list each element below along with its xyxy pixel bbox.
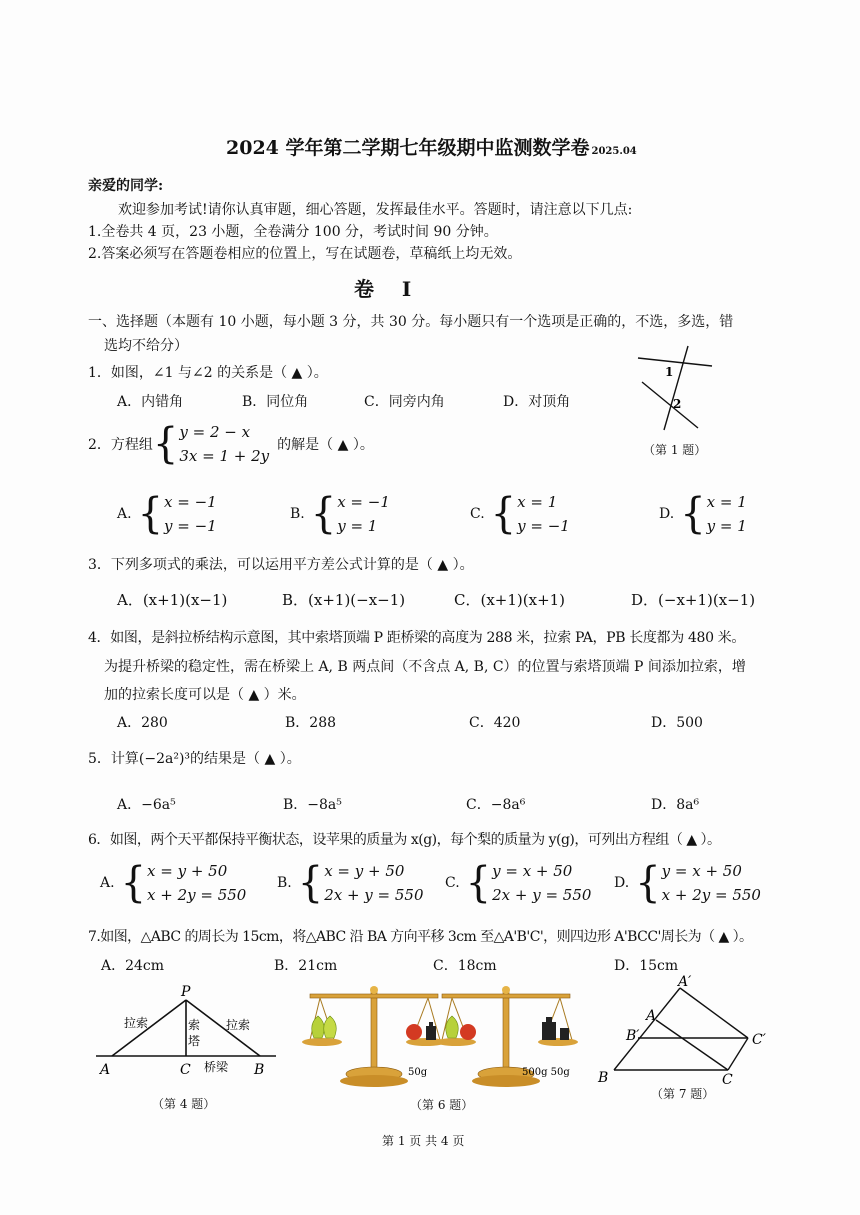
fig1-line-top [638,358,712,366]
fig4-label-c: C [180,1062,191,1078]
q2-option-d[interactable] [659,490,747,538]
q4-line-1: 4．如图，是斜拉桥结构示意图，其中索塔顶端 P 距桥梁的高度为 288 米，拉索 PA，PB 长度都为 480 米。 [88,630,746,646]
brace: { [137,489,164,539]
q6-option-a-label: A. [100,875,115,891]
q4-option-c[interactable]: C．420 [469,715,521,731]
q3-stem: 3．下列多项式的乘法，可以运用平方差公式计算的是（ ▲ ）。 [88,557,474,573]
q5-option-c[interactable]: C．−8a⁶ [466,797,526,813]
q2-option-a[interactable] [117,490,217,538]
fig7-caption: （第 7 题） [651,1087,715,1101]
figure-q6 [300,982,580,1092]
q2-option-b[interactable] [290,490,390,538]
intro-line-1: 欢迎参加考试!请你认真审题，细心答题，发挥最佳水平。答题时，请注意以下几点: [118,202,633,218]
q4-line-3: 加的拉索长度可以是（ ▲ ）米。 [104,687,306,703]
fig4-caption: （第 4 题） [152,1097,216,1111]
figure-q7 [592,974,782,1086]
fig1-caption: （第 1 题） [643,443,707,457]
q1-option-b[interactable]: B．同位角 [242,394,309,410]
figure-q4 [92,982,292,1082]
fig4-label-p: P [181,984,191,1000]
q2-b-line1: x = −1 [337,493,390,511]
weight-icon [426,1026,436,1040]
q6-d-line2: x + 2y = 550 [661,886,761,904]
q2-c-line2: y = −1 [517,517,570,535]
q2-d-line1: x = 1 [706,493,747,511]
q2-c-line1: x = 1 [517,493,558,511]
brace: { [635,858,661,908]
section-heading-1: 一、选择题（本题有 10 小题，每小题 3 分，共 30 分。每小题只有一个选项是正确的，不选，多选，错 [88,314,734,330]
fig7-label-c: C [722,1072,733,1086]
section-title: 卷 Ⅰ [354,277,412,301]
brace: { [120,858,147,908]
q7-option-a[interactable]: A．24cm [101,958,165,974]
q7-option-d[interactable]: D．15cm [614,958,679,974]
q6-b-line2: 2x + y = 550 [324,886,424,904]
apple-icon [406,1024,422,1040]
q3-option-b[interactable]: B．(x+1)(−x−1) [282,591,406,609]
section-heading-2: 选均不给分） [104,338,188,354]
fig4-label-a: A [100,1062,111,1078]
q6-option-b-label: B. [277,875,292,891]
q6-option-d-label: D. [614,875,630,891]
brace: { [490,489,517,539]
fig7-label-c1: C′ [752,1032,766,1048]
q6-option-b[interactable] [277,859,424,907]
brace: { [297,858,324,908]
intro-line-3: 2.答案必须写在答题卷相应的位置上，写在试题卷，草稿纸上均无效。 [88,246,522,262]
q2-option-b-label: B. [290,506,305,522]
q4-option-d[interactable]: D．500 [651,715,703,731]
weight-icon [542,1022,556,1040]
q6-stem: 6．如图，两个天平都保持平衡状态，设苹果的质量为 x(g)，每个梨的质量为 y(g)，可列出方程组（ ▲ ）。 [88,832,721,848]
q1-stem: 1．如图，∠1 与∠2 的关系是（ ▲ ）。 [88,365,328,381]
q3-option-c[interactable]: C．(x+1)(x+1) [454,591,566,609]
apple-icon [460,1024,476,1040]
q6-option-c[interactable] [445,859,591,907]
q5-option-d[interactable]: D．8a⁶ [651,797,700,813]
fig4-cable-right-label: 拉索 [226,1018,251,1032]
q6-option-d[interactable] [614,859,761,907]
fig1-line-diag [642,382,698,428]
q3-option-d[interactable]: D．(−x+1)(x−1) [631,591,756,609]
q6-d-line1: y = x + 50 [661,862,742,880]
q7-option-c[interactable]: C．18cm [433,958,497,974]
q7-stem: 7.如图，△ABC 的周长为 15cm，将△ABC 沿 BA 方向平移 3cm 至△A'B'C'，则四边形 A'BCC'周长为（ ▲ ）。 [88,929,753,945]
q6-a-line1: x = y + 50 [147,862,228,880]
page-number: 第 1 页 共 4 页 [382,1134,465,1148]
q6-c-line1: y = x + 50 [492,862,573,880]
fig7-label-a1: A′ [678,974,692,990]
fig6-left-weight: 50g [408,1067,428,1078]
q2-b-line2: y = 1 [337,517,378,535]
fig4-cable-left-label: 拉索 [124,1016,149,1030]
q2-a-line1: x = −1 [164,493,217,511]
q5-option-b[interactable]: B．−8a⁵ [283,797,342,813]
fig4-label-b: B [254,1062,265,1078]
exam-title [226,133,637,160]
fig7-line-a1c1 [680,988,748,1038]
brace: { [680,489,706,539]
q2-option-d-label: D. [659,506,675,522]
q7-option-b[interactable]: B．21cm [274,958,338,974]
intro-line-2: 1.全卷共 4 页，23 小题，全卷满分 100 分，考试时间 90 分钟。 [88,224,498,240]
q6-b-line1: x = y + 50 [324,862,405,880]
q4-line-2: 为提升桥梁的稳定性，需在桥梁上 A, B 两点间（不含点 A, B, C）的位置与索塔顶端 P 间添加拉索，增 [104,659,746,675]
fig7-label-b: B [598,1070,609,1086]
fig6-caption: （第 6 题） [410,1098,474,1112]
q5-option-a[interactable]: A．−6a⁵ [117,797,176,813]
q2-a-line2: y = −1 [164,517,217,535]
fig4-bridge-label: 桥梁 [204,1060,229,1074]
q2-suffix: 的解是（ ▲ ）。 [277,437,374,453]
q2-prefix: 2．方程组 [88,437,153,453]
brace: { [310,489,337,539]
fig7-line-ac [656,1020,728,1070]
exam-title-text: 2024 学年第二学期七年级期中监测数学卷 [226,137,590,159]
q3-option-a[interactable]: A．(x+1)(x−1) [117,591,228,609]
q4-option-b[interactable]: B．288 [285,715,337,731]
fig1-angle-2: 2 [673,397,682,411]
q4-option-a[interactable]: A．280 [117,715,168,731]
fig7-line-cc1 [728,1038,748,1070]
q2-eq1: y = 2 − x [179,423,251,441]
fig1-angle-1: 1 [665,365,674,379]
fig4-tower-label-2: 塔 [188,1034,201,1048]
q2-option-c-label: C. [470,506,485,522]
q2-eq2: 3x = 1 + 2y [179,447,270,465]
pear-icon [446,1016,459,1038]
q2-d-line2: y = 1 [706,517,747,535]
q1-option-d[interactable]: D．对顶角 [503,394,571,410]
q5-stem: 5．计算(−2a²)³的结果是（ ▲ ）。 [88,751,301,767]
pear-icon [324,1016,337,1038]
q1-option-a[interactable]: A．内错角 [117,394,184,410]
q6-c-line2: 2x + y = 550 [492,886,592,904]
weight-icon [560,1028,569,1040]
fig4-tower-label-1: 索 [188,1018,201,1032]
fig7-label-b1: B′ [626,1028,640,1044]
figure-q1 [628,342,728,432]
q2-brace: { [152,419,179,469]
greeting: 亲爱的同学: [88,178,164,194]
pear-icon [312,1016,325,1038]
exam-date: 2025.04 [591,146,637,157]
fig6-right-weight: 500g 50g [522,1067,570,1078]
q6-option-a[interactable] [100,859,246,907]
q2-system [179,420,269,468]
q2-option-a-label: A. [117,506,132,522]
fig7-label-a: A [646,1008,657,1024]
q6-option-c-label: C. [445,875,460,891]
q1-option-c[interactable]: C．同旁内角 [364,394,445,410]
brace: { [465,858,492,908]
q2-stem [88,420,380,468]
q6-a-line2: x + 2y = 550 [147,886,247,904]
q2-option-c[interactable] [470,490,570,538]
